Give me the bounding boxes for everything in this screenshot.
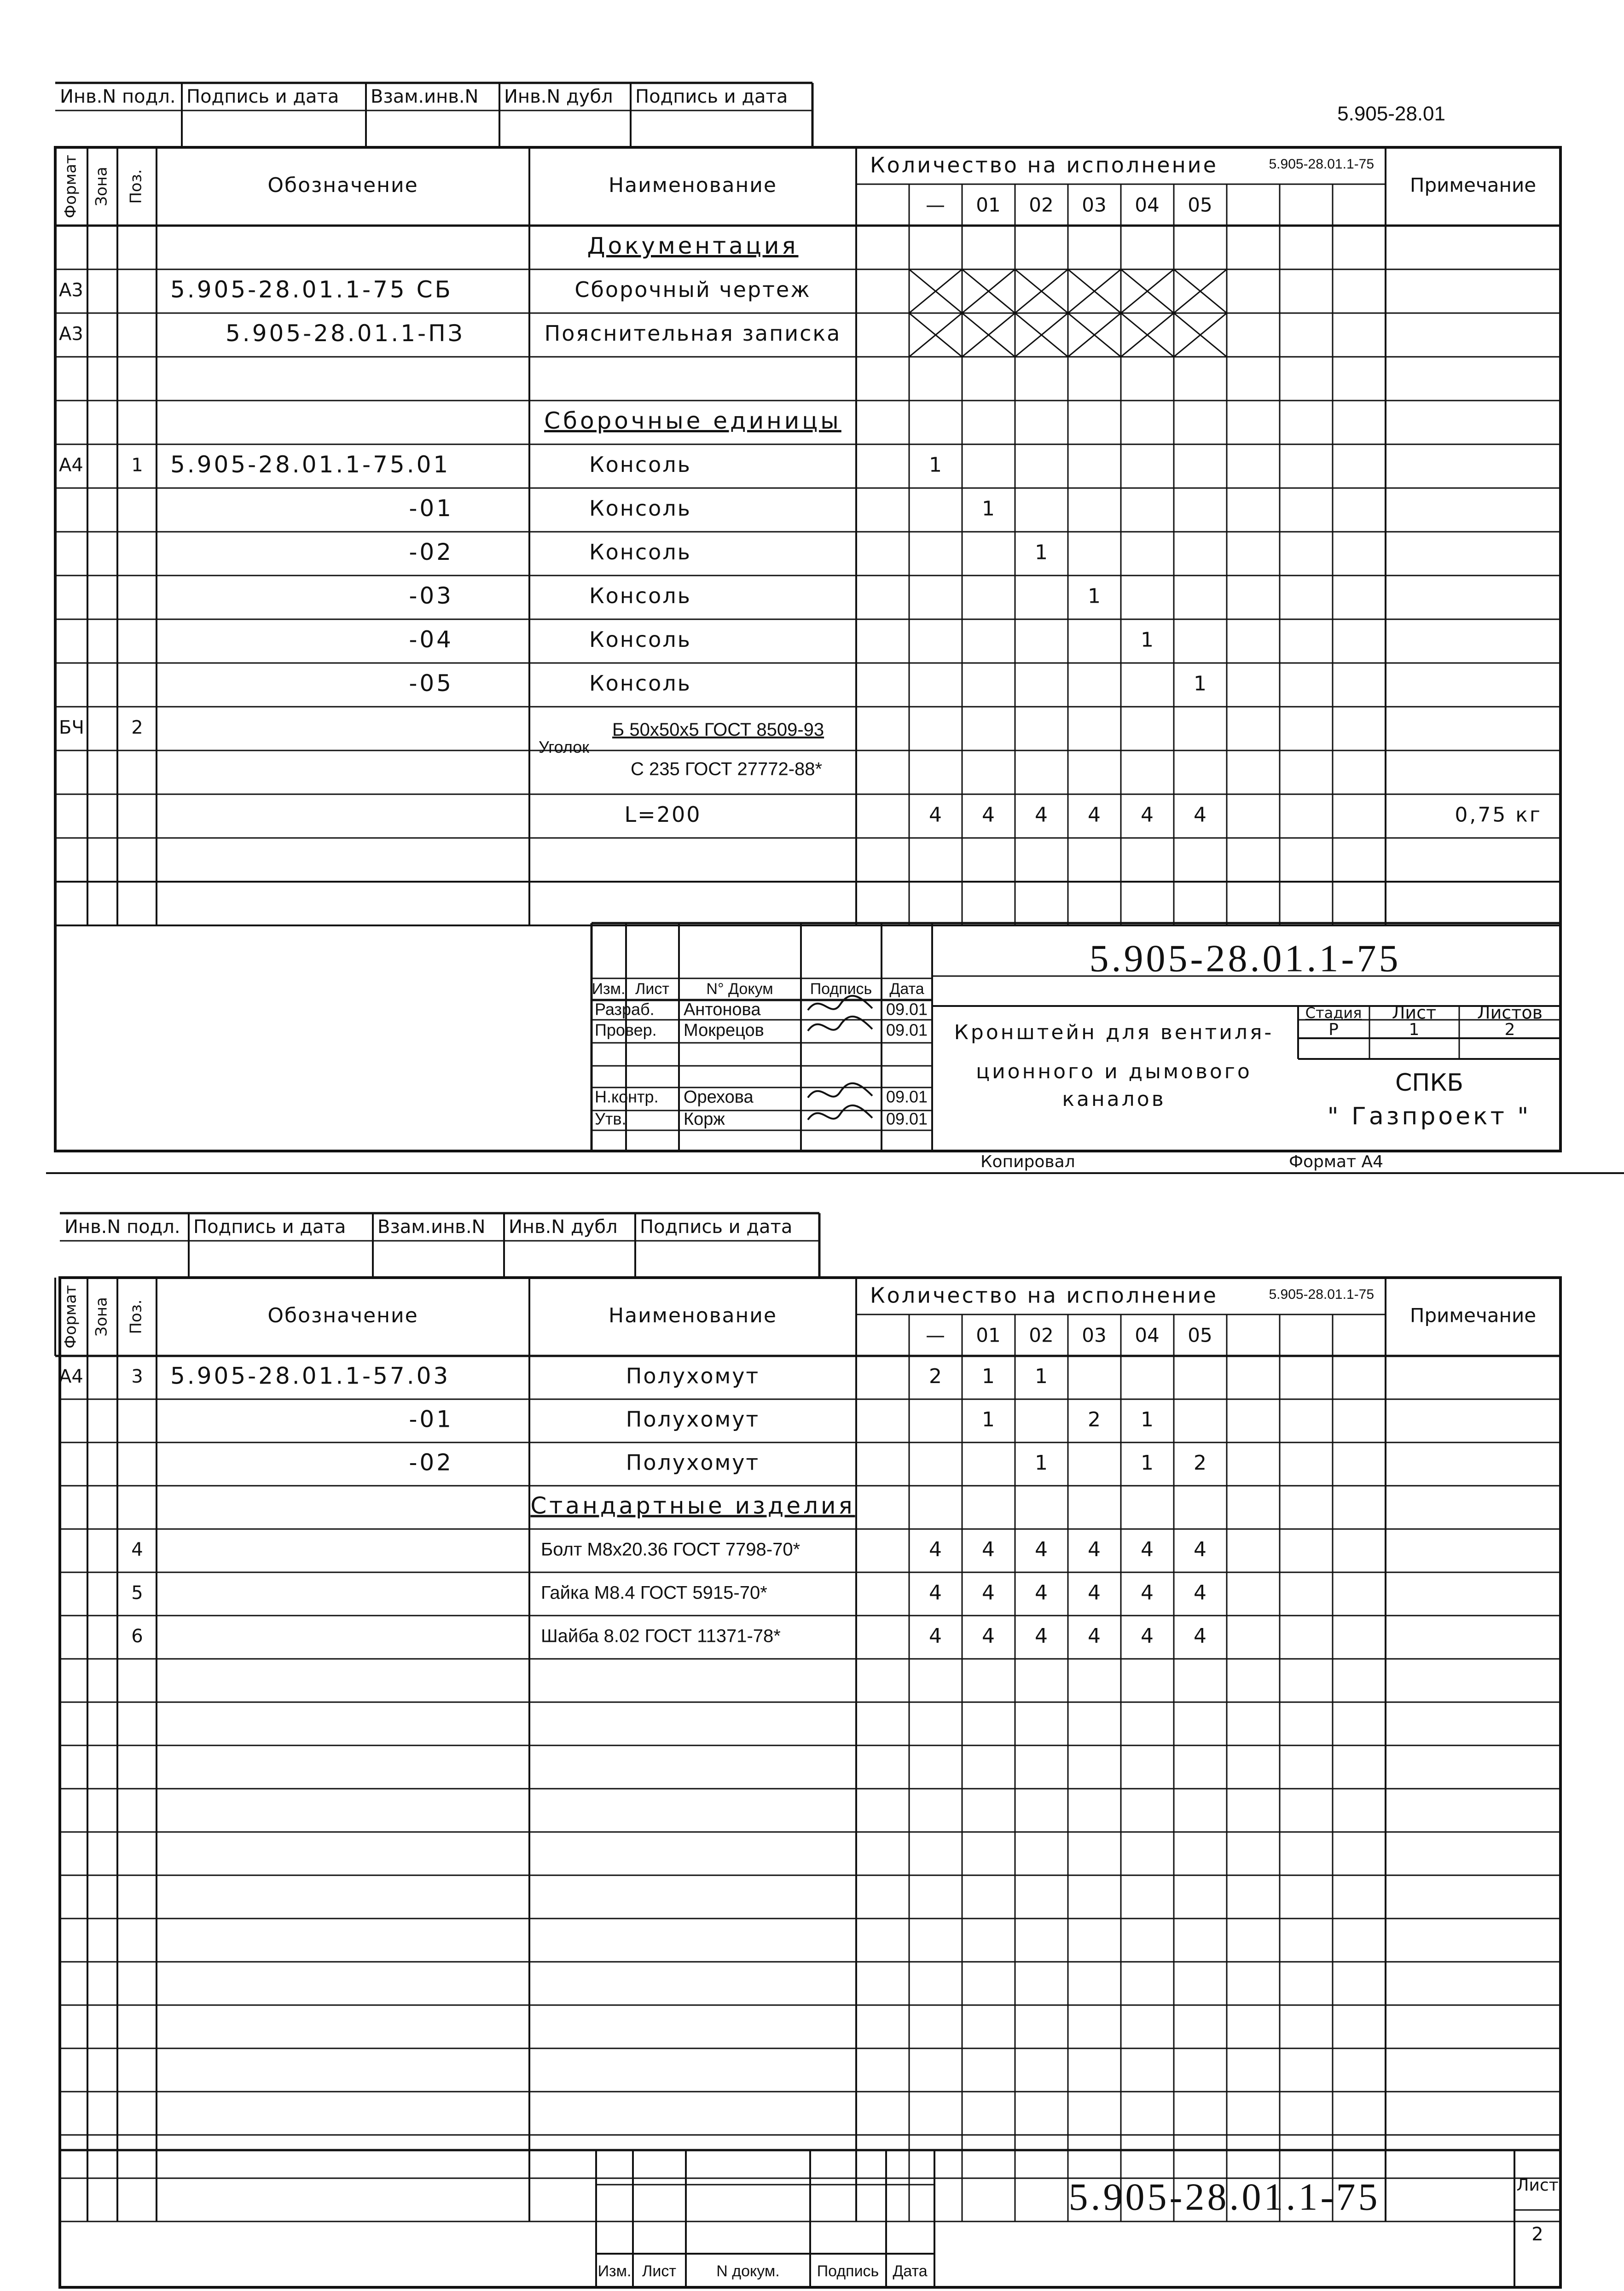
- tb-name-4: Корж: [684, 1110, 725, 1129]
- row-pos-s2-5: 5: [131, 1582, 143, 1604]
- signature-0: [808, 996, 872, 1010]
- strip-label-s1-2: Взам.инв.N: [371, 86, 479, 107]
- row-qty-s2-6-2: 4: [1035, 1624, 1048, 1648]
- signature-1: [808, 1017, 872, 1031]
- row-qty-s2-1-4: 1: [1141, 1408, 1154, 1431]
- strip-label-s1-0: Инв.N подл.: [60, 86, 176, 107]
- row-qty-s2-0-0: 2: [929, 1365, 942, 1388]
- tb-header-s1-1: Лист: [635, 980, 669, 998]
- signature-3: [808, 1083, 872, 1098]
- tb-header-s2-4: Дата: [893, 2262, 928, 2280]
- variant-header-s2-2: 02: [1029, 1324, 1054, 1347]
- row-format-s1-2: А3: [59, 323, 83, 345]
- variant-header-s1-5: 05: [1188, 193, 1212, 216]
- col-quantity-header-s1: Количество на исполнение: [870, 152, 1218, 178]
- row-qty-s2-4-4: 4: [1141, 1538, 1154, 1561]
- row-name-s1-1: Сборочный чертеж: [574, 277, 811, 302]
- format-label: Формат А4: [1289, 1152, 1384, 1171]
- tb-date-1: 09.01: [886, 1020, 928, 1040]
- row-name-s1-5: Консоль: [589, 452, 691, 477]
- row-name-s1-2: Пояснительная записка: [544, 321, 841, 346]
- sheets-label: Листов: [1477, 1002, 1543, 1023]
- row-name-s2-2: Полухомут: [626, 1450, 760, 1475]
- doc-code-s2: 5.905-28.01.1-75: [1068, 2175, 1380, 2219]
- section-title-s2-3: Стандартные изделия: [530, 1492, 855, 1519]
- col-note-header-s1: Примечание: [1409, 174, 1537, 197]
- row-qty-s2-0-1: 1: [982, 1365, 995, 1388]
- variant-header-s1-1: 01: [976, 193, 1001, 216]
- col-note-header-s2: Примечание: [1409, 1304, 1537, 1327]
- tb-role-0: Разраб.: [595, 1000, 655, 1019]
- col-quantity-header-s2: Количество на исполнение: [870, 1283, 1218, 1308]
- tb-header-s2-0: Изм.: [597, 2262, 632, 2280]
- stage-value: Р: [1328, 1020, 1339, 1039]
- row-designation-s2-0: 5.905-28.01.1-57.03: [170, 1362, 451, 1390]
- row-qty-s1-13-5: 4: [1194, 803, 1206, 827]
- col-zone-header-s2: Зона: [92, 1297, 111, 1337]
- row-qty-s1-7-2: 1: [1035, 541, 1048, 564]
- section-title-s1-4: Сборочные единицы: [544, 407, 841, 434]
- row-qty-s2-1-3: 2: [1088, 1408, 1101, 1431]
- tb-name-0: Антонова: [684, 1000, 761, 1020]
- row-note-s1-13: 0,75 кг: [1455, 803, 1542, 827]
- row-qty-s2-4-2: 4: [1035, 1538, 1048, 1561]
- sheet-label: Лист: [1392, 1002, 1437, 1023]
- col-zone-header-s1: Зона: [92, 167, 111, 206]
- col-pos-header-s2: Поз.: [127, 1299, 145, 1334]
- tb-header-s1-4: Дата: [889, 980, 924, 998]
- quantity-ref-s1: 5.905-28.01.1-75: [1269, 156, 1374, 172]
- row-qty-s1-13-3: 4: [1088, 803, 1101, 827]
- variant-header-s1-2: 02: [1029, 193, 1054, 216]
- col-designation-header-s1: Обозначение: [267, 174, 418, 197]
- tb-header-s2-3: Подпись: [817, 2262, 879, 2280]
- tb-header-s1-0: Изм.: [592, 980, 626, 998]
- sheet-value: 1: [1409, 1020, 1420, 1039]
- row-qty-s2-5-2: 4: [1035, 1581, 1048, 1605]
- row-qty-s1-13-0: 4: [929, 803, 942, 827]
- strip-label-s2-1: Подпись и дата: [193, 1216, 346, 1238]
- variant-header-s1-4: 04: [1135, 193, 1160, 216]
- sheet2-frame: [60, 1278, 1560, 2287]
- tb-role-1: Провер.: [595, 1020, 657, 1040]
- row-name-s2-4: Болт М8х20.36 ГОСТ 7798-70*: [541, 1539, 800, 1560]
- row-format-s1-1: А3: [59, 279, 83, 301]
- doc-code-s1: 5.905-28.01.1-75: [1089, 937, 1401, 980]
- sheet-label-s2: Лист: [1516, 2176, 1559, 2195]
- tb-header-s2-1: Лист: [642, 2262, 676, 2280]
- variant-header-s2-5: 05: [1188, 1324, 1212, 1347]
- row-format-s1-11: БЧ: [59, 717, 84, 738]
- row-format-s2-0: А4: [59, 1366, 83, 1387]
- row-qty-s2-4-1: 4: [982, 1538, 995, 1561]
- row-name-bottom-s1-11: С 235 ГОСТ 27772-88*: [631, 759, 823, 779]
- col-name-header-s1: Наименование: [609, 174, 777, 197]
- row-designation-s1-5: 5.905-28.01.1-75.01: [170, 451, 451, 478]
- tb-header-s2-2: N докум.: [716, 2262, 780, 2280]
- row-name-s1-8: Консоль: [589, 583, 691, 608]
- row-qty-s1-9-4: 1: [1141, 628, 1154, 652]
- row-qty-s1-8-3: 1: [1088, 584, 1101, 608]
- tb-header-s1-2: N° Докум: [706, 980, 773, 998]
- sheets-value: 2: [1504, 1020, 1515, 1039]
- strip-label-s1-4: Подпись и дата: [635, 86, 788, 107]
- row-name-top-s1-11: Б 50х50х5 ГОСТ 8509-93: [612, 719, 824, 740]
- row-designation-s1-6: -01: [409, 495, 453, 522]
- sheet-value-s2: 2: [1531, 2224, 1543, 2245]
- variant-header-s2-1: 01: [976, 1324, 1001, 1347]
- row-pos-s1-5: 1: [131, 454, 143, 476]
- row-designation-s2-2: -02: [409, 1449, 453, 1476]
- quantity-ref-s2: 5.905-28.01.1-75: [1269, 1286, 1374, 1302]
- row-name-s1-7: Консоль: [589, 540, 691, 564]
- strip-label-s2-0: Инв.N подл.: [64, 1216, 180, 1238]
- strip-label-s2-4: Подпись и дата: [640, 1216, 793, 1238]
- corner-code: 5.905-28.01: [1337, 102, 1445, 125]
- tb-date-3: 09.01: [886, 1087, 928, 1106]
- row-pos-s2-4: 4: [131, 1539, 143, 1560]
- col-pos-header-s1: Поз.: [127, 169, 145, 204]
- tb-date-0: 09.01: [886, 1000, 928, 1019]
- row-format-s1-5: А4: [59, 454, 83, 476]
- row-pos-s2-6: 6: [131, 1626, 143, 1647]
- row-qty-s2-0-2: 1: [1035, 1365, 1048, 1388]
- signature-4: [808, 1105, 872, 1120]
- row-name-s2-6: Шайба 8.02 ГОСТ 11371-78*: [541, 1626, 781, 1646]
- row-qty-s2-4-0: 4: [929, 1538, 942, 1561]
- row-pos-s1-11: 2: [131, 717, 143, 738]
- row-qty-s2-6-1: 4: [982, 1624, 995, 1648]
- row-designation-s1-1: 5.905-28.01.1-75 СБ: [170, 276, 453, 303]
- row-qty-s2-5-3: 4: [1088, 1581, 1101, 1605]
- row-qty-s2-2-5: 2: [1194, 1451, 1206, 1475]
- row-qty-s1-5-0: 1: [929, 453, 942, 477]
- row-qty-s2-4-5: 4: [1194, 1538, 1206, 1561]
- title-line-1: ционного и дымового: [976, 1060, 1252, 1083]
- col-name-header-s2: Наименование: [609, 1304, 777, 1327]
- row-name-s1-10: Консоль: [589, 671, 691, 696]
- tb-header-s1-3: Подпись: [810, 980, 872, 998]
- tb-role-4: Утв.: [595, 1109, 626, 1128]
- row-qty-s2-5-4: 4: [1141, 1581, 1154, 1605]
- row-designation-s1-9: -04: [409, 626, 453, 653]
- row-qty-s1-13-1: 4: [982, 803, 995, 827]
- row-qty-s2-5-0: 4: [929, 1581, 942, 1605]
- row-designation-s1-8: -03: [409, 582, 453, 609]
- row-name-s1-13: L=200: [624, 802, 702, 827]
- row-qty-s1-6-1: 1: [982, 497, 995, 521]
- row-name-s2-0: Полухомут: [626, 1363, 760, 1389]
- variant-header-s2-3: 03: [1082, 1324, 1107, 1347]
- tb-name-3: Орехова: [684, 1087, 754, 1107]
- strip-label-s2-3: Инв.N дубл: [509, 1216, 618, 1238]
- row-name-s2-1: Полухомут: [626, 1407, 760, 1432]
- row-qty-s1-13-2: 4: [1035, 803, 1048, 827]
- row-qty-s2-6-5: 4: [1194, 1624, 1206, 1648]
- tb-name-1: Мокрецов: [684, 1021, 764, 1041]
- row-qty-s2-5-5: 4: [1194, 1581, 1206, 1605]
- col-format-header-s2: Формат: [61, 1285, 80, 1349]
- row-designation-s1-10: -05: [409, 670, 453, 697]
- stage-label: Стадия: [1305, 1004, 1362, 1022]
- variant-header-s2-0: —: [926, 1324, 945, 1347]
- strip-label-s2-2: Взам.инв.N: [377, 1216, 486, 1238]
- section-title-s1-0: Документация: [587, 233, 799, 259]
- tb-date-4: 09.01: [886, 1109, 928, 1128]
- col-designation-header-s2: Обозначение: [267, 1304, 418, 1327]
- row-name-s1-6: Консоль: [589, 496, 691, 521]
- row-pos-s2-0: 3: [131, 1366, 143, 1387]
- row-qty-s1-13-4: 4: [1141, 803, 1154, 827]
- variant-header-s1-3: 03: [1082, 193, 1107, 216]
- tb-role-3: Н.контр.: [595, 1087, 659, 1106]
- copied-by-label: Копировал: [980, 1152, 1075, 1171]
- row-designation-s2-1: -01: [409, 1406, 453, 1433]
- title-line-2: каналов: [1062, 1087, 1166, 1111]
- col-format-header-s1: Формат: [61, 155, 80, 218]
- variant-header-s2-4: 04: [1135, 1324, 1160, 1347]
- row-qty-s2-2-2: 1: [1035, 1451, 1048, 1475]
- title-line-0: Кронштейн для вентиля-: [954, 1021, 1274, 1044]
- variant-header-s1-0: —: [926, 193, 945, 216]
- row-designation-s1-2: 5.905-28.01.1-ПЗ: [226, 320, 465, 347]
- row-qty-s2-4-3: 4: [1088, 1538, 1101, 1561]
- row-qty-s2-1-1: 1: [982, 1408, 995, 1431]
- row-designation-s1-7: -02: [409, 539, 453, 565]
- row-qty-s2-6-4: 4: [1141, 1624, 1154, 1648]
- org-line-1: " Газпроект ": [1327, 1103, 1531, 1130]
- strip-label-s1-3: Инв.N дубл: [504, 86, 613, 107]
- strip-label-s1-1: Подпись и дата: [186, 86, 339, 107]
- row-name-s1-9: Консоль: [589, 627, 691, 652]
- row-name-s2-5: Гайка М8.4 ГОСТ 5915-70*: [541, 1582, 767, 1603]
- row-name-prefix-s1-11: Уголок: [539, 737, 590, 756]
- row-qty-s2-6-3: 4: [1088, 1624, 1101, 1648]
- org-line-0: СПКБ: [1395, 1069, 1464, 1097]
- row-qty-s2-6-0: 4: [929, 1624, 942, 1648]
- row-qty-s2-2-4: 1: [1141, 1451, 1154, 1475]
- row-qty-s1-10-5: 1: [1194, 672, 1206, 696]
- row-qty-s2-5-1: 4: [982, 1581, 995, 1605]
